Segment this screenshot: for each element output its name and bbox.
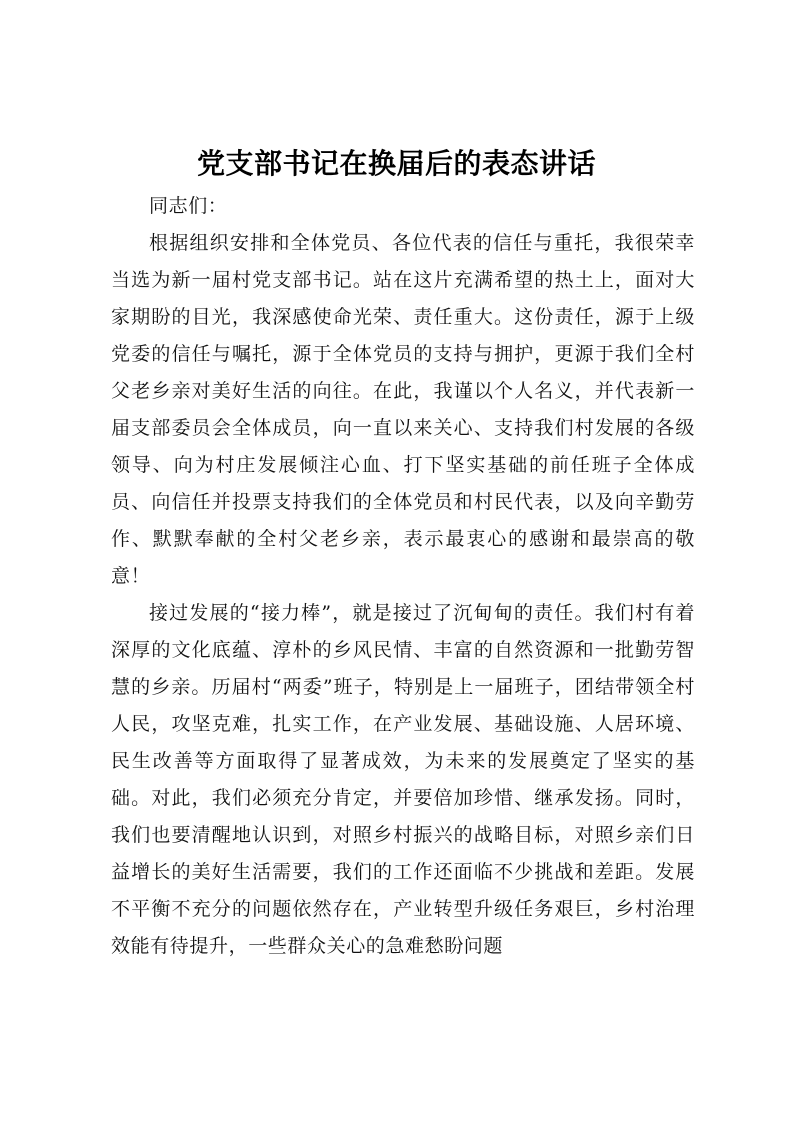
document-body [111,188,695,965]
body-paragraph-2: 接过发展的“接力棒”，就是接过了沉甸甸的责任。我们村有着深厚的文化底蕴、淳朴的乡风民情、丰富的自然资源和一批勤劳智慧的乡亲。历届村“两委”班子，特别是上一届班子，团结带领全村人民，攻坚克难，扎实工作，在产业发展、基础设施、人居环境、民生改善等方面取得了显著成效，为未来的发展奠定了坚实的基础。对此，我们必须充分肯定，并要倍加珍惜、继承发扬。同时，我们也要清醒地认识到，对照乡村振兴的战略目标，对照乡亲们日益增长的美好生活需要，我们的工作还面临不少挑战和差距。发展不平衡不充分的问题依然存在，产业转型升级任务艰巨，乡村治理效能有待提升，一些群众关心的急难愁盼问题 [111,602,695,957]
document-title: 党支部书记在换届后的表态讲话 [196,147,596,180]
salutation: 同志们： [149,195,228,217]
body-paragraph-1: 根据组织安排和全体党员、各位代表的信任与重托，我很荣幸当选为新一届村党支部书记。站在这片充满希望的热土上，面对大家期盼的目光，我深感使命光荣、责任重大。这份责任，源于上级党委的信任与嘱托，源于全体党员的支持与拥护，更源于我们全村父老乡亲对美好生活的向往。在此，我谨以个人名义，并代表新一届支部委员会全体成员，向一直以来关心、支持我们村发展的各级领导、向为村庄发展倾注心血、打下坚实基础的前任班子全体成员、向信任并投票支持我们的全体党员和村民代表，以及向辛勤劳作、默默奉献的全村父老乡亲，表示最衷心的感谢和最崇高的敬意！ [111,232,695,587]
